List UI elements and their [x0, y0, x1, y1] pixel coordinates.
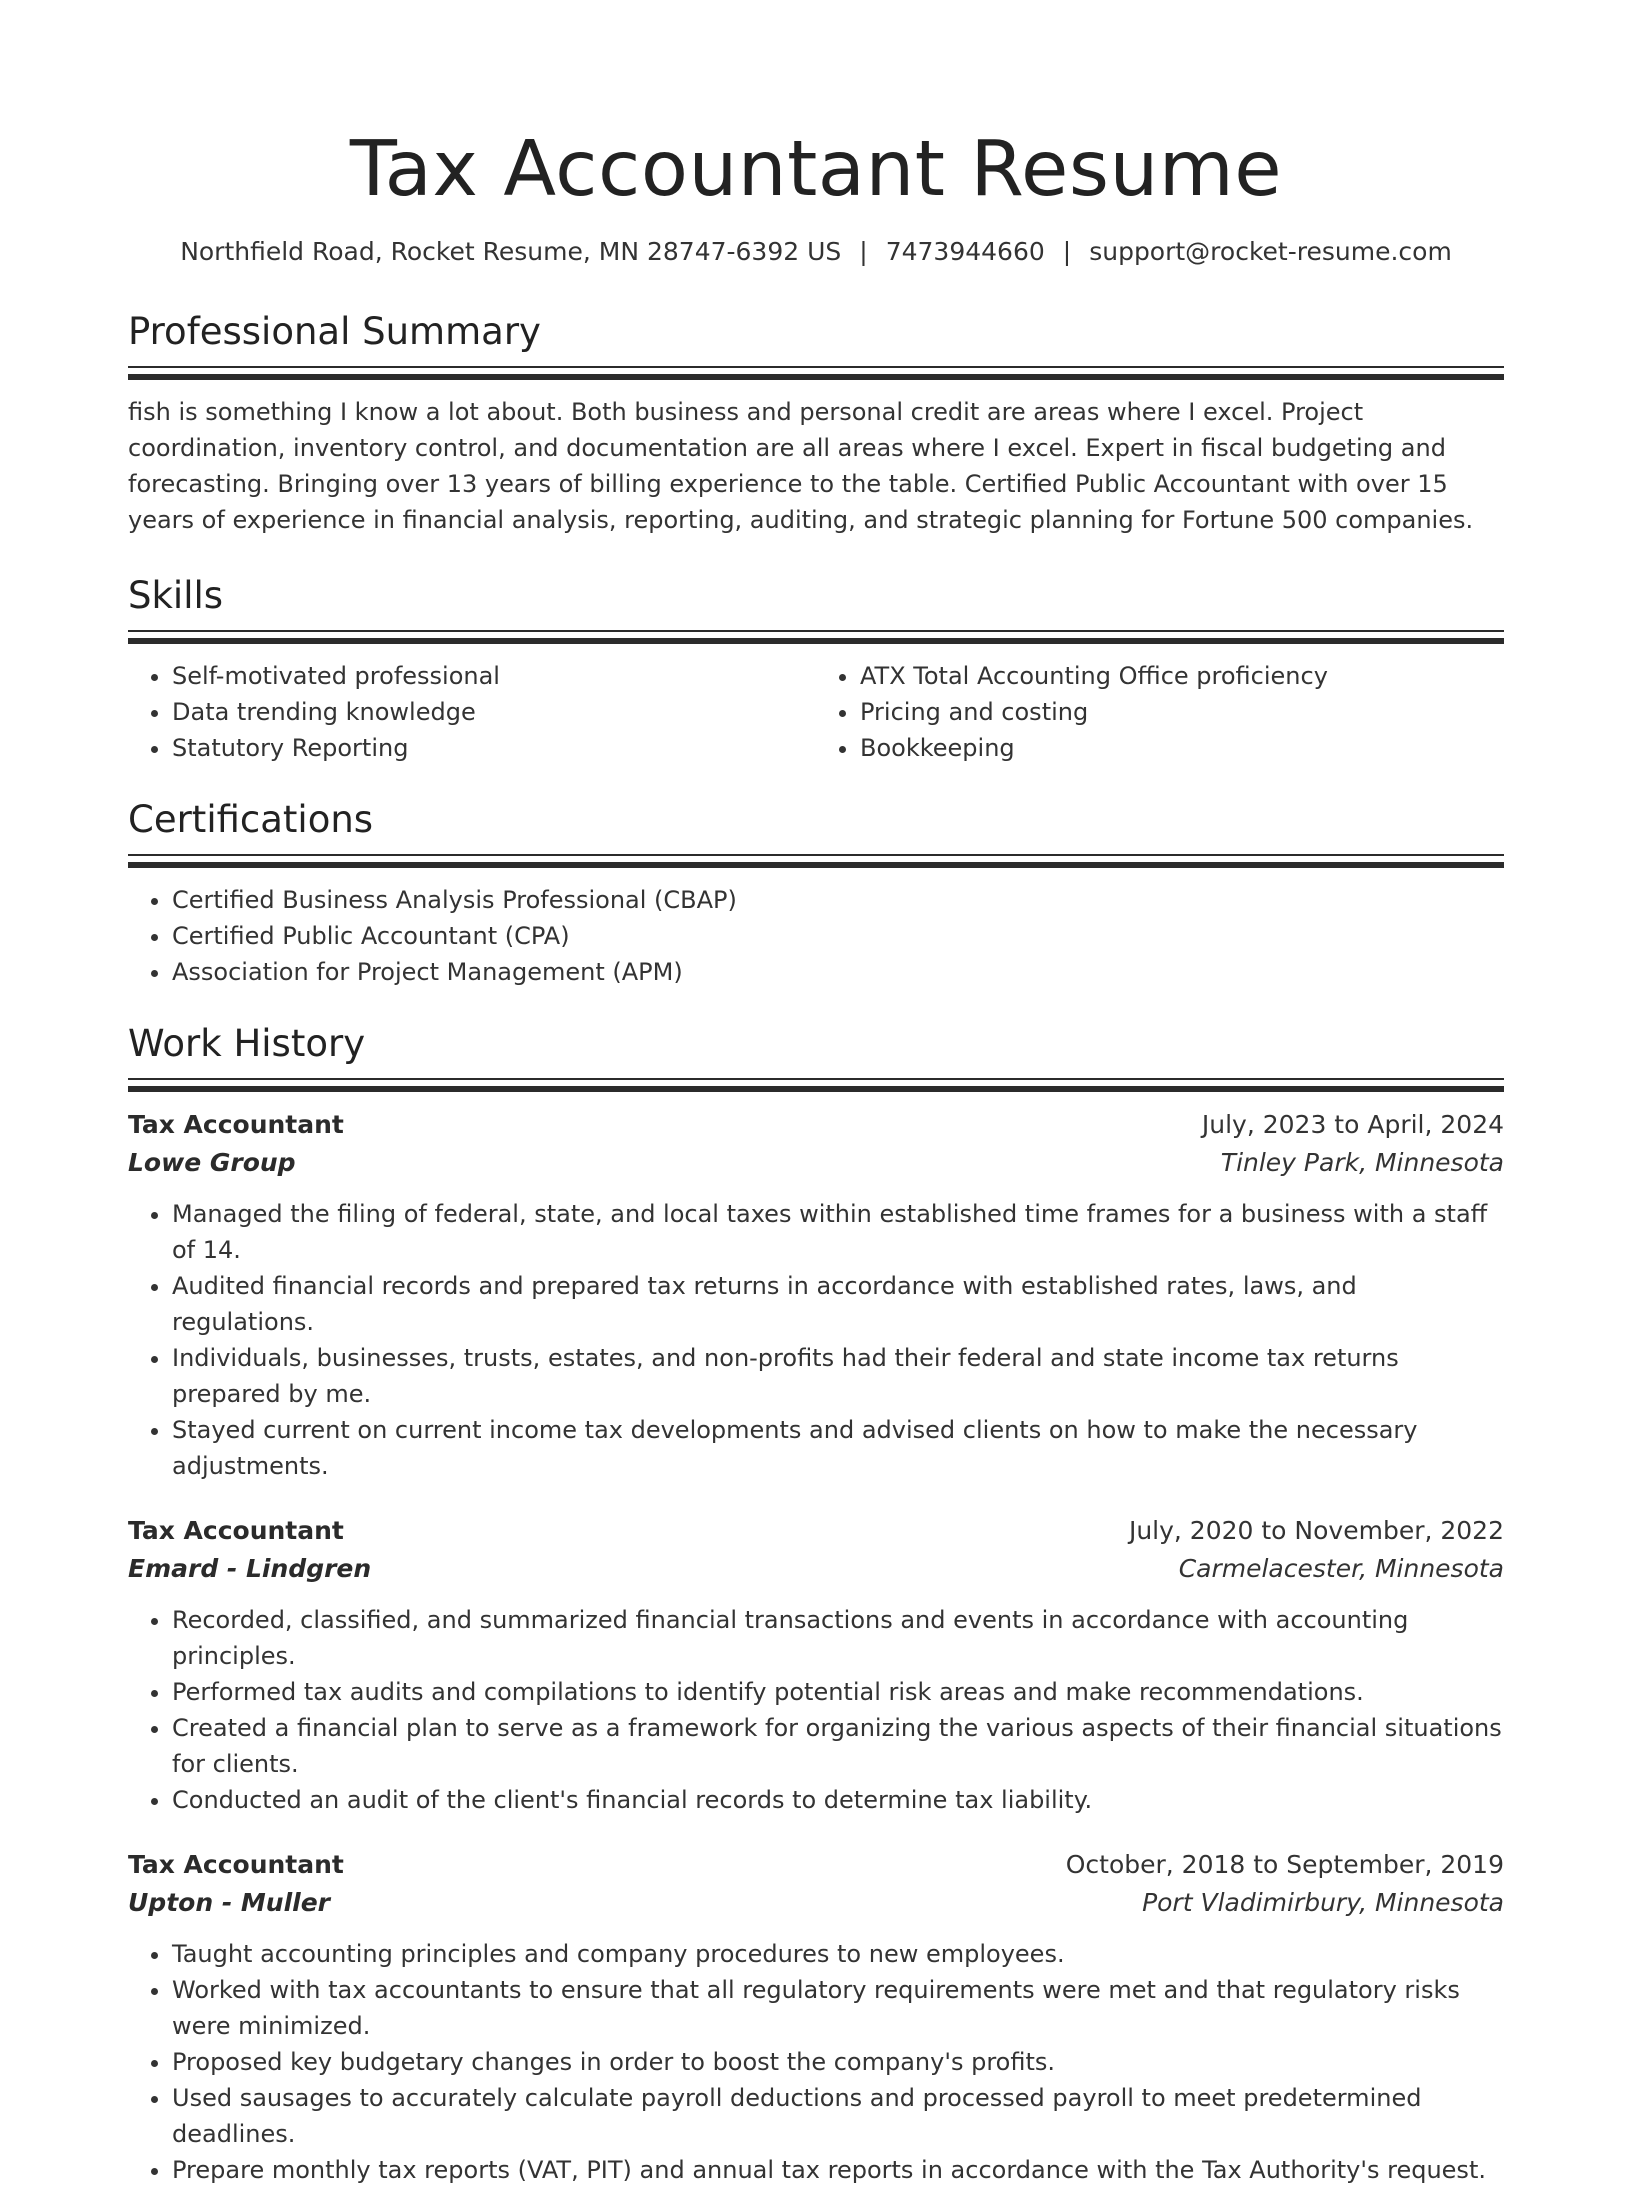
job-entry [128, 1512, 1504, 1818]
skill-item: • Pricing and costing [860, 694, 1504, 730]
job-entry [128, 1846, 1504, 2188]
contact-line [128, 234, 1504, 270]
skill-item: • ATX Total Accounting Office proficiency [860, 658, 1504, 694]
job-bullets [128, 1602, 1504, 1818]
skills-grid [128, 658, 1504, 766]
job-bullet: • Created a financial plan to serve as a framework for organizing the various aspects of their financial situations for clients. [172, 1710, 1504, 1782]
job-bullet: • Performed tax audits and compilations to identify potential risk areas and make recommendations. [172, 1674, 1504, 1710]
summary-section [128, 308, 1504, 538]
job-bullet: • Taught accounting principles and company procedures to new employees. [172, 1936, 1504, 1972]
job-dates: October, 2018 to September, 2019 [1065, 1850, 1504, 1879]
job-entry [128, 1106, 1504, 1484]
section-divider [128, 854, 1504, 868]
contact-address: Northfield Road, Rocket Resume, MN 28747-6392 US [180, 237, 842, 266]
job-bullet: • Used sausages to accurately calculate payroll deductions and processed payroll to meet predetermined deadlines. [172, 2080, 1504, 2152]
job-bullet: • Stayed current on current income tax developments and advised clients on how to make the necessary adjustments. [172, 1412, 1504, 1484]
job-bullet: • Audited financial records and prepared tax returns in accordance with established rates, laws, and regulations. [172, 1268, 1504, 1340]
certifications-section [128, 796, 1504, 990]
section-heading-summary: Professional Summary [128, 310, 541, 353]
job-location: Tinley Park, Minnesota [1220, 1148, 1504, 1177]
job-company: Lowe Group [128, 1148, 296, 1177]
section-heading-certifications: Certifications [128, 798, 374, 841]
job-title: Tax Accountant [128, 1850, 344, 1879]
job-company-row [128, 1884, 1504, 1922]
job-company-row [128, 1550, 1504, 1588]
contact-phone: 7473944660 [885, 237, 1045, 266]
skills-column-right [816, 658, 1504, 766]
job-bullet: • Conducted an audit of the client's financial records to determine tax liability. [172, 1782, 1504, 1818]
job-bullet: • Worked with tax accountants to ensure that all regulatory requirements were met and that regulatory risks were minimized. [172, 1972, 1504, 2044]
job-location: Carmelacester, Minnesota [1178, 1554, 1504, 1583]
section-heading-skills: Skills [128, 574, 224, 617]
job-bullet: • Individuals, businesses, trusts, estates, and non-profits had their federal and state income tax returns prepared by me. [172, 1340, 1504, 1412]
certification-item: • Certified Public Accountant (CPA) [172, 918, 1504, 954]
section-divider [128, 630, 1504, 644]
section-divider [128, 1078, 1504, 1092]
skill-item: • Statutory Reporting [172, 730, 816, 766]
summary-text: fish is something I know a lot about. Both business and personal credit are areas where I excel. Project coordination, inventory control, and documentation are all areas where I excel. Expert in fiscal budgeting and forecasting. Bringing over 13 years of billing experience to the table. Certified Public Accountant with over 15 years of experience in financial analysis, reporting, auditing, and strategic planning for Fortune 500 companies. [128, 398, 1474, 534]
job-bullet: • Proposed key budgetary changes in order to boost the company's profits. [172, 2044, 1504, 2080]
job-bullets [128, 1936, 1504, 2188]
job-company: Emard - Lindgren [128, 1554, 372, 1583]
job-bullets [128, 1196, 1504, 1484]
contact-separator: | [1062, 237, 1072, 266]
job-company: Upton - Muller [128, 1888, 331, 1917]
skills-section [128, 572, 1504, 766]
job-header-row [128, 1106, 1504, 1144]
section-heading-work-history: Work History [128, 1022, 366, 1065]
job-location: Port Vladimirbury, Minnesota [1142, 1888, 1504, 1917]
certification-item: • Certified Business Analysis Professional (CBAP) [172, 882, 1504, 918]
work-history-section [128, 1020, 1504, 2188]
skills-column-left [128, 658, 816, 766]
certification-item: • Association for Project Management (APM) [172, 954, 1504, 990]
job-company-row [128, 1144, 1504, 1182]
job-bullet: • Prepare monthly tax reports (VAT, PIT) and annual tax reports in accordance with the Tax Authority's request. [172, 2152, 1504, 2188]
contact-separator: | [859, 237, 868, 266]
job-dates: July, 2020 to November, 2022 [1128, 1516, 1504, 1545]
job-bullet: • Managed the filing of federal, state, and local taxes within established time frames for a business with a staff of 14. [172, 1196, 1504, 1268]
job-dates: July, 2023 to April, 2024 [1201, 1110, 1504, 1139]
certifications-list [128, 882, 1504, 990]
skill-item: • Data trending knowledge [172, 694, 816, 730]
skill-item: • Bookkeeping [860, 730, 1504, 766]
job-header-row [128, 1846, 1504, 1884]
skill-item: • Self-motivated professional [172, 658, 816, 694]
resume-title: Tax Accountant Resume [349, 125, 1283, 214]
resume-page [128, 0, 1504, 2188]
section-divider [128, 366, 1504, 380]
job-title: Tax Accountant [128, 1516, 344, 1545]
job-bullet: • Recorded, classified, and summarized financial transactions and events in accordance with accounting principles. [172, 1602, 1504, 1674]
job-header-row [128, 1512, 1504, 1550]
job-title: Tax Accountant [128, 1110, 344, 1139]
contact-email[interactable]: support@rocket-resume.com [1089, 237, 1452, 266]
